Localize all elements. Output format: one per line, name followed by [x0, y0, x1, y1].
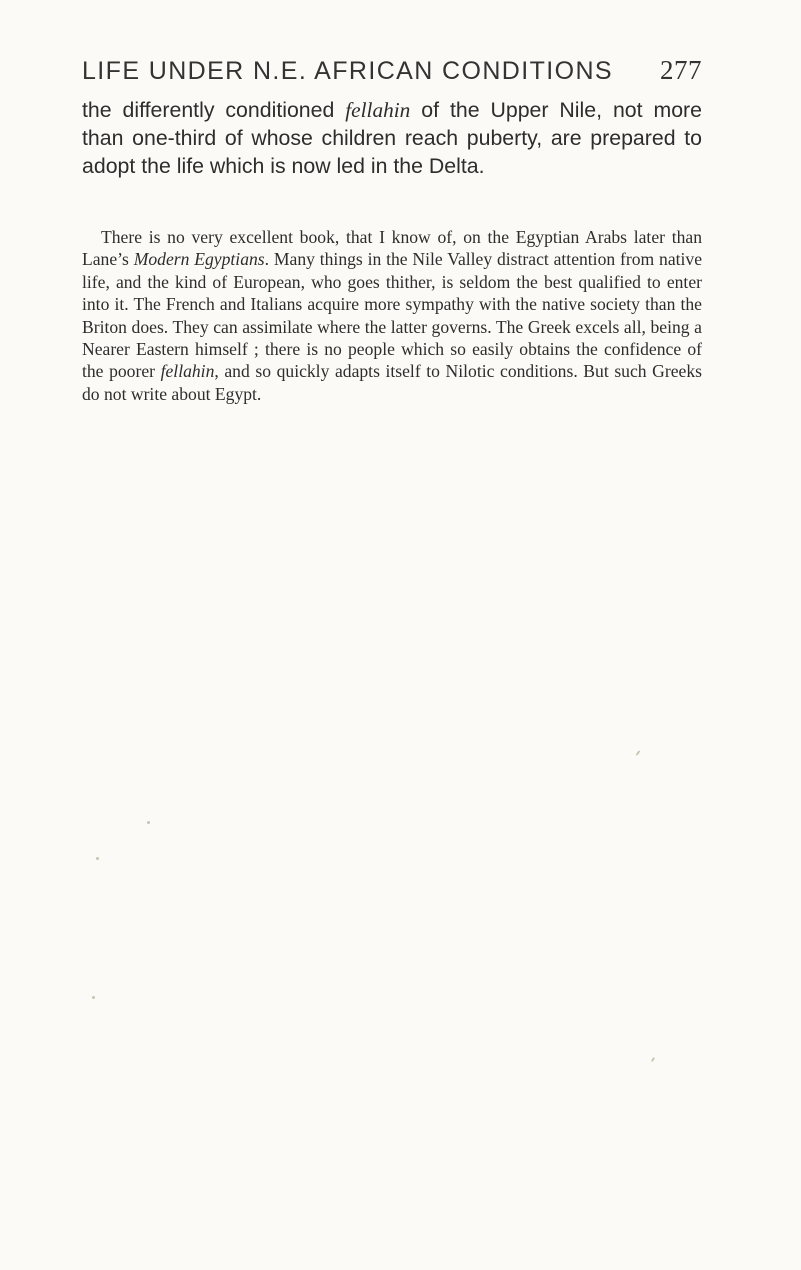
- running-head-title: LIFE UNDER N.E. AFRICAN CONDITIONS: [82, 57, 613, 85]
- paragraph2-text-2: . Many things in the Nile Valley distract attention from native life, and the kind of European, who goes thither, is seldom the best qualified to enter into it. The French and Italians acquire more sympathy with the native society than the Briton does. They can assimilate where the latter governs. The Greek excels all, being a Nearer Eastern himself ; there is no people which so easily obtains the confidence of the poorer: [82, 249, 703, 382]
- page-number: 277: [660, 55, 702, 85]
- paragraph2-italic-fellahin: fellahin: [160, 361, 215, 382]
- paper-speck: [92, 996, 95, 999]
- paragraph2-italic-modern-egyptians: Modern Egyptians: [133, 249, 265, 270]
- paper-speck: [147, 821, 150, 824]
- paragraph-continuation: [82, 96, 702, 180]
- paragraph1-text-1: the differently conditioned: [82, 98, 346, 122]
- paragraph-egyptian-arabs: [82, 226, 702, 405]
- running-head: [82, 55, 702, 86]
- paragraph2-text-1: There is no very excellent book, that I know of, on the Egyptian Arabs later than Lane’s: [82, 227, 702, 270]
- paragraph1-text-2: of the Upper Nile, not more than one-third of whose children reach puberty, are prepared to adopt the life which is now led in the Delta.: [82, 98, 702, 178]
- paragraph1-italic-fellahin: fellahin: [345, 98, 411, 122]
- paper-speck: [651, 1057, 656, 1062]
- paper-speck: [635, 750, 640, 756]
- paper-speck: [96, 857, 99, 860]
- paragraph2-text-3: , and so quickly adapts itself to Nilotic conditions. But such Greeks do not write about Egypt.: [82, 361, 702, 404]
